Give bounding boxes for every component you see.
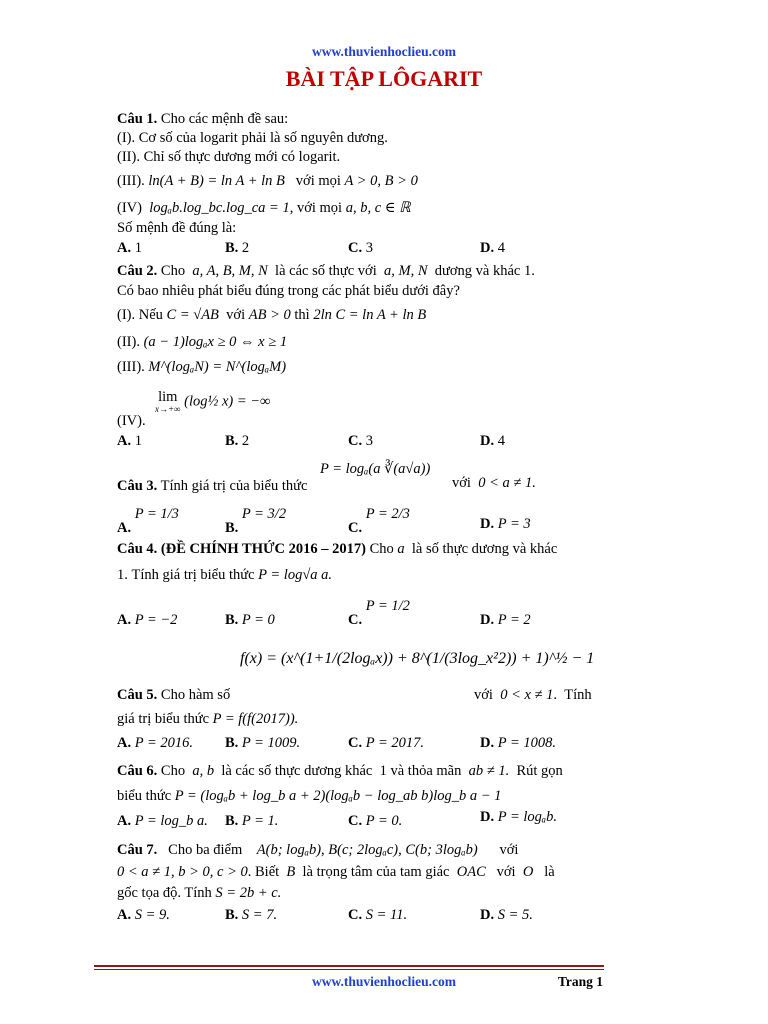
q1-statement-1: (I). Cơ số của logarit phải là số nguyên dương. bbox=[117, 130, 388, 146]
q1-statement-3: (III). ln(A + B) = ln A + ln B với mọi A > 0, B > 0 bbox=[117, 173, 418, 189]
q4-option-b[interactable]: B. P = 0 bbox=[225, 612, 275, 628]
q6-option-a[interactable]: A. P = log_b a. bbox=[117, 813, 208, 829]
q2-question: Có bao nhiêu phát biểu đúng trong các phát biểu dưới đây? bbox=[117, 283, 460, 299]
q1-question: Số mệnh đề đúng là: bbox=[117, 220, 237, 236]
q1-statement-4: (IV) logₐb.log_bc.log_ca = 1, với mọi a, b, c ∈ ℝ bbox=[117, 200, 411, 216]
q1-statement-2: (II). Chỉ số thực dương mới có logarit. bbox=[117, 149, 341, 165]
q4-option-c[interactable]: C. P = 1/2 bbox=[348, 598, 410, 628]
footer-url[interactable]: www.thuvienhoclieu.com bbox=[311, 974, 456, 989]
q2-option-b[interactable]: B. 2 bbox=[225, 433, 250, 449]
q7-option-b[interactable]: B. S = 7. bbox=[225, 907, 278, 923]
q4-option-a[interactable]: A. P = −2 bbox=[117, 612, 178, 628]
q2-statement-1: (I). Nếu C = √AB với AB > 0 thì 2ln C = ln A + ln B bbox=[117, 307, 427, 323]
q6-option-c[interactable]: C. P = 0. bbox=[348, 813, 403, 829]
page-number: Trang 1 bbox=[557, 974, 603, 989]
q3-expression: P = logₐ(a ∛(a√a)) bbox=[320, 461, 431, 477]
q1-option-b[interactable]: B. 2 bbox=[225, 240, 250, 256]
q3-option-d[interactable]: D. P = 3 bbox=[480, 516, 531, 532]
page-title: BÀI TẬP LÔGARIT bbox=[285, 66, 483, 91]
q2-option-a[interactable]: A. 1 bbox=[117, 433, 142, 449]
q5-option-a[interactable]: A. P = 2016. bbox=[117, 735, 193, 751]
header-url[interactable]: www.thuvienhoclieu.com bbox=[311, 44, 456, 59]
q2-statement-2: (II). (a − 1)logₐx ≥ 0 ⇔ x ≥ 1 bbox=[117, 334, 288, 350]
q6-option-d[interactable]: D. P = logₐb. bbox=[480, 809, 558, 825]
q2-option-d[interactable]: D. 4 bbox=[480, 433, 505, 449]
q1-label: Câu 1. bbox=[117, 111, 158, 127]
footer-rule bbox=[94, 965, 604, 967]
q5-option-b[interactable]: B. P = 1009. bbox=[225, 735, 301, 751]
q1-option-c[interactable]: C. 3 bbox=[348, 240, 373, 256]
q7-option-a[interactable]: A. S = 9. bbox=[117, 907, 170, 923]
q1-stem: Cho các mệnh đề sau: bbox=[160, 111, 289, 127]
q3-option-b[interactable]: B. P = 3/2 bbox=[225, 506, 287, 536]
q2-statement-3: (III). M^(logₐN) = N^(logₐM) bbox=[117, 359, 287, 375]
q3-option-a[interactable]: A. P = 1/3 bbox=[117, 506, 179, 536]
q5-option-c[interactable]: C. P = 2017. bbox=[348, 735, 424, 751]
q2-statement-4-tag: (IV). bbox=[117, 413, 146, 429]
q5-function: f(x) = (x^(1+1/(2logₐx)) + 8^(1/(3log_x²2)) + 1)^½ − 1 bbox=[240, 650, 595, 667]
q6-option-b[interactable]: B. P = 1. bbox=[225, 813, 279, 829]
q4-option-d[interactable]: D. P = 2 bbox=[480, 612, 531, 628]
q2-option-c[interactable]: C. 3 bbox=[348, 433, 373, 449]
footer-rule-thin bbox=[94, 969, 604, 970]
q5-option-d[interactable]: D. P = 1008. bbox=[480, 735, 556, 751]
q1-option-d[interactable]: D. 4 bbox=[480, 240, 505, 256]
q7-option-d[interactable]: D. S = 5. bbox=[480, 907, 533, 923]
q7-option-c[interactable]: C. S = 11. bbox=[348, 907, 408, 923]
q3-option-c[interactable]: C. P = 2/3 bbox=[348, 506, 410, 536]
q2-statement-4-math: lim x→+∞ (log½ x) = −∞ bbox=[155, 389, 271, 414]
q1-option-a[interactable]: A. 1 bbox=[117, 240, 142, 256]
